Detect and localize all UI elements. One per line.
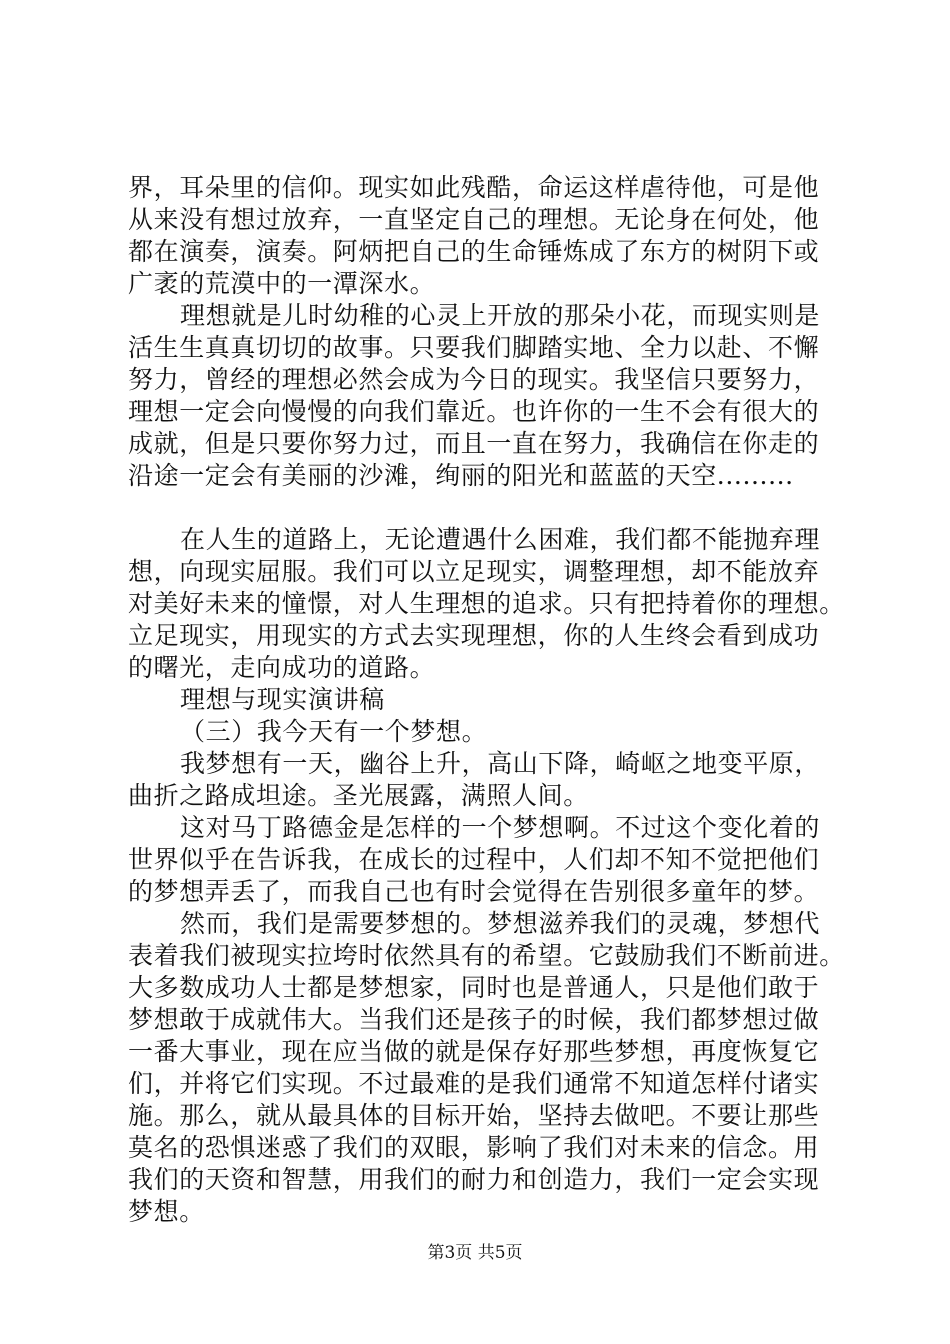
- text-line: 我们的天资和智慧，用我们的耐力和创造力，我们一定会实现: [128, 1165, 820, 1194]
- paragraph-gap: [128, 492, 838, 524]
- text-line: 努力，曾经的理想必然会成为今日的现实。我坚信只要努力，: [128, 365, 820, 394]
- text-line: 一番大事业，现在应当做的就是保存好那些梦想，再度恢复它: [128, 1037, 820, 1066]
- paragraph-start-line: 在人生的道路上，无论遭遇什么困难，我们都不能抛弃理: [180, 525, 821, 554]
- text-line: 梦想。: [128, 1197, 205, 1226]
- text-line: 广袤的荒漠中的一潭深水。: [128, 269, 436, 298]
- paragraph-start-line: 理想就是儿时幼稚的心灵上开放的那朵小花，而现实则是: [180, 301, 821, 330]
- text-line: 世界似乎在告诉我，在成长的过程中，人们却不知不觉把他们: [128, 845, 820, 874]
- document-body: [128, 172, 845, 1228]
- page-number-footer: 第3页 共5页: [427, 1243, 523, 1263]
- text-line: 理想一定会向慢慢的向我们靠近。也许你的一生不会有很大的: [128, 397, 820, 426]
- paragraph-start-line: 我梦想有一天，幽谷上升，高山下降，崎岖之地变平原，: [180, 749, 821, 778]
- text-line: 都在演奏，演奏。阿炳把自己的生命锤炼成了东方的树阴下或: [128, 237, 820, 266]
- text-line: 对美好未来的憧憬，对人生理想的追求。只有把持着你的理想。: [128, 589, 845, 618]
- text-line: 的曙光，走向成功的道路。: [128, 653, 436, 682]
- text-line: 莫名的恐惧迷惑了我们的双眼，影响了我们对未来的信念。用: [128, 1133, 820, 1162]
- paragraph-start-line: 这对马丁路德金是怎样的一个梦想啊。不过这个变化着的: [180, 813, 821, 842]
- section-title: 理想与现实演讲稿: [180, 685, 385, 714]
- text-line: 表着我们被现实拉垮时依然具有的希望。它鼓励我们不断前进。: [128, 941, 845, 970]
- text-line: 从来没有想过放弃，一直坚定自己的理想。无论身在何处，他: [128, 205, 820, 234]
- text-line: 的梦想弄丢了，而我自己也有时会觉得在告别很多童年的梦。: [128, 877, 820, 906]
- text-line: 们，并将它们实现。不过最难的是我们通常不知道怎样付诸实: [128, 1069, 820, 1098]
- text-line: 成就，但是只要你努力过，而且一直在努力，我确信在你走的: [128, 429, 820, 458]
- text-line: 沿途一定会有美丽的沙滩，绚丽的阳光和蓝蓝的天空.........: [128, 461, 794, 490]
- text-line: 想，向现实屈服。我们可以立足现实，调整理想，却不能放弃: [128, 557, 820, 586]
- text-line: 施。那么，就从最具体的目标开始，坚持去做吧。不要让那些: [128, 1101, 820, 1130]
- text-line: 曲折之路成坦途。圣光展露，满照人间。: [128, 781, 589, 810]
- text-line: 界，耳朵里的信仰。现实如此残酷，命运这样虐待他，可是他: [128, 173, 820, 202]
- paragraph-start-line: 然而，我们是需要梦想的。梦想滋养我们的灵魂，梦想代: [180, 909, 821, 938]
- text-line: 立足现实，用现实的方式去实现理想，你的人生终会看到成功: [128, 621, 820, 650]
- text-line: 大多数成功人士都是梦想家，同时也是普通人，只是他们敢于: [128, 973, 820, 1002]
- section-subtitle: （三）我今天有一个梦想。: [180, 717, 488, 746]
- text-line: 梦想敢于成就伟大。当我们还是孩子的时候，我们都梦想过做: [128, 1005, 820, 1034]
- text-line: 活生生真真切切的故事。只要我们脚踏实地、全力以赴、不懈: [128, 333, 820, 362]
